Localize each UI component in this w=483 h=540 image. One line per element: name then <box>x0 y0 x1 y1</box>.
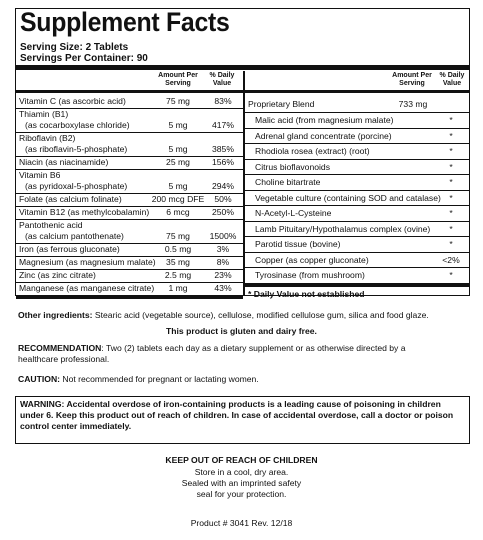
vitamin-list <box>16 96 243 299</box>
nutrient-daily-value: 50% <box>214 194 232 204</box>
nutrient-amount: 5 mg <box>168 144 188 154</box>
recommendation <box>18 343 406 365</box>
blend-ingredient-name: N-Acetyl-L-Cysteine <box>255 208 332 218</box>
nutrient-name <box>19 207 149 218</box>
nutrient-daily-value: 23% <box>214 270 232 280</box>
nutrient-name <box>19 283 154 294</box>
rec-text-2: healthcare professional. <box>18 354 110 364</box>
nutrient-row <box>16 283 243 296</box>
nutrient-daily-value: 417% <box>212 120 234 130</box>
blend-ingredient-name: Adrenal gland concentrate (porcine) <box>255 130 392 141</box>
other-text: Stearic acid (vegetable source), cellulose, modified cellulose gum, silica and food glaze. <box>92 310 429 320</box>
other-label: Other ingredients: <box>18 310 93 320</box>
caution-label: CAUTION: <box>18 374 61 384</box>
nutrient-amount: 6 mcg <box>166 207 190 217</box>
warning-line-3: control center immediately. <box>20 421 132 431</box>
blend-ingredient-row <box>245 206 469 222</box>
nutrient-row <box>16 170 243 194</box>
warning-box <box>15 396 470 444</box>
nutrient-name-text: Manganese (as manganese citrate) <box>19 283 155 293</box>
blend-ingredient-row <box>245 129 469 145</box>
nutrient-name-text: Folate (as calcium folinate) <box>19 194 122 204</box>
blend-ingredient-name: Vegetable culture (containing SOD and catalase) <box>255 192 441 203</box>
blend-ingredient-name: Malic acid (from magnesium malate) <box>255 115 394 125</box>
nutrient-amount: 75 mg <box>166 231 190 241</box>
thick-divider <box>16 65 469 70</box>
store-line-2: Sealed with an imprinted safety <box>181 478 302 488</box>
nutrient-amount: 25 mg <box>166 157 190 167</box>
nutrient-row <box>16 157 243 170</box>
nutrient-name-text: Thiamin (B1) <box>19 109 69 119</box>
nutrient-daily-value: 3% <box>216 244 230 254</box>
nutrient-daily-value: 294% <box>212 181 234 191</box>
blend-row <box>245 96 469 113</box>
blend-ingredient-daily-value: * <box>449 146 453 156</box>
nutrient-source: (as calcium pantothenate) <box>25 231 124 241</box>
nutrient-amount: 200 mcg DFE <box>151 194 205 204</box>
nutrient-name <box>19 220 124 242</box>
nutrient-name-text: Riboflavin (B2) <box>19 133 76 143</box>
nutrient-daily-value: 8% <box>216 257 230 267</box>
blend-ingredient-daily-value: * <box>449 177 453 187</box>
rec-label: RECOMMENDATION <box>18 343 102 353</box>
blend-ingredient-daily-value: * <box>449 130 453 141</box>
nutrient-name-text: Zinc (as zinc citrate) <box>19 270 96 280</box>
blend-ingredient-daily-value: <2% <box>442 254 460 265</box>
nutrient-row <box>16 257 243 270</box>
serving-size: Serving Size: 2 Tablets <box>20 42 129 53</box>
nutrient-row <box>16 96 243 109</box>
footnote: * Daily Value not established <box>248 288 365 299</box>
store-line-3: seal for your protection. <box>196 489 287 499</box>
supplement-facts-panel <box>15 7 470 299</box>
blend-ingredient-daily-value: * <box>449 192 453 203</box>
nutrient-daily-value: 1500% <box>209 231 237 241</box>
blend-ingredient-name: Choline bitartrate <box>255 177 321 187</box>
nutrient-row <box>16 194 243 207</box>
nutrient-name <box>19 257 156 268</box>
blend-ingredients <box>245 113 469 284</box>
left-bottom-rule <box>16 296 243 299</box>
blend-ingredient-daily-value: * <box>449 161 453 172</box>
nutrient-amount: 5 mg <box>168 181 188 191</box>
nutrient-daily-value: 43% <box>214 283 232 293</box>
blend-ingredient-name: Copper (as copper gluconate) <box>255 254 369 265</box>
nutrient-name <box>19 244 120 255</box>
blend-ingredient-name: Tyrosinase (from mushroom) <box>255 270 365 280</box>
nutrient-row <box>16 109 243 133</box>
blend-ingredient-row <box>245 144 469 160</box>
blend-ingredient-name: Lamb Pituitary/Hypothalamus complex (ovine) <box>255 223 431 234</box>
rec-text-1: : Two (2) tablets each day as a dietary supplement or as otherwise directed by a <box>101 343 406 353</box>
blend-ingredient-daily-value: * <box>449 208 453 218</box>
nutrient-amount: 75 mg <box>166 96 190 106</box>
nutrient-source: (as pyridoxal-5-phosphate) <box>25 181 128 191</box>
nutrient-name <box>19 270 96 281</box>
right-header-rule <box>245 90 469 93</box>
nutrient-amount: 5 mg <box>168 120 188 130</box>
nutrient-name-text: Magnesium (as magnesium malate) <box>19 257 156 267</box>
blend-ingredient-row <box>245 268 469 284</box>
nutrient-daily-value: 385% <box>212 144 234 154</box>
caution <box>18 374 259 385</box>
gluten-free-notice: This product is gluten and dairy free. <box>166 326 317 336</box>
nutrient-source: (as riboflavin-5-phosphate) <box>25 144 128 154</box>
blend-ingredient-daily-value: * <box>449 270 453 280</box>
nutrient-row <box>16 270 243 283</box>
nutrient-name-text: Iron (as ferrous gluconate) <box>19 244 120 254</box>
nutrient-amount: 0.5 mg <box>164 244 192 254</box>
nutrient-amount: 1 mg <box>168 283 188 293</box>
right-dv-header: % Daily Value <box>439 72 465 87</box>
right-amount-header: Amount Per Serving <box>392 72 432 87</box>
nutrient-name <box>19 96 126 107</box>
nutrient-row <box>16 220 243 244</box>
blend-amount: 733 mg <box>398 99 428 109</box>
store-line-1: Store in a cool, dry area. <box>194 467 289 477</box>
left-amount-header: Amount Per Serving <box>158 72 198 87</box>
blend-ingredient-name: Citrus bioflavonoids <box>255 161 330 172</box>
blend-ingredient-row <box>245 160 469 176</box>
nutrient-daily-value: 83% <box>214 96 232 106</box>
blend-ingredient-row <box>245 253 469 269</box>
nutrient-row <box>16 207 243 220</box>
nutrient-name-text: Vitamin C (as ascorbic acid) <box>19 96 126 106</box>
blend-ingredient-row <box>245 175 469 191</box>
other-ingredients <box>18 310 429 321</box>
blend-ingredient-row <box>245 113 469 129</box>
blend-ingredient-row <box>245 191 469 207</box>
left-dv-header: % Daily Value <box>209 72 235 87</box>
blend-ingredient-name: Parotid tissue (bovine) <box>255 239 341 249</box>
panel-title: Supplement Facts <box>20 7 230 37</box>
product-number: Product # 3041 Rev. 12/18 <box>190 518 293 528</box>
warning-line-1: WARNING: Accidental overdose of iron-containing products is a leading cause of poisoning in children <box>20 399 441 409</box>
nutrient-amount: 2.5 mg <box>164 270 192 280</box>
keep-out-heading: KEEP OUT OF REACH OF CHILDREN <box>165 455 318 465</box>
nutrient-daily-value: 250% <box>212 207 234 217</box>
blend-ingredient-name: Rhodiola rosea (extract) (root) <box>255 146 370 156</box>
nutrient-daily-value: 156% <box>212 157 234 167</box>
nutrient-source: (as cocarboxylase chloride) <box>25 120 130 130</box>
caution-text: Not recommended for pregnant or lactating women. <box>60 374 259 384</box>
nutrient-name <box>19 109 130 131</box>
nutrient-name-text: Vitamin B6 <box>19 170 61 180</box>
servings-per-container: Servings Per Container: 90 <box>20 53 148 64</box>
blend-ingredient-row <box>245 222 469 238</box>
warning-line-2: under 6. Keep this product out of reach of children. In case of accidental overdose, call a doctor or poison <box>20 410 454 420</box>
nutrient-name-text: Vitamin B12 (as methylcobalamin) <box>19 207 150 217</box>
nutrient-amount: 35 mg <box>166 257 190 267</box>
blend-name: Proprietary Blend <box>248 99 315 109</box>
nutrient-row <box>16 133 243 157</box>
nutrient-name <box>19 170 127 192</box>
nutrient-name <box>19 157 108 168</box>
nutrient-name-text: Niacin (as niacinamide) <box>19 157 109 167</box>
blend-list <box>245 96 469 302</box>
nutrient-name <box>19 194 122 205</box>
blend-ingredient-row <box>245 237 469 253</box>
nutrient-name-text: Pantothenic acid <box>19 220 83 230</box>
blend-ingredient-daily-value: * <box>449 115 453 125</box>
blend-ingredient-daily-value: * <box>449 223 453 234</box>
blend-ingredient-daily-value: * <box>449 239 453 249</box>
nutrient-row <box>16 244 243 257</box>
left-header-rule <box>16 90 243 93</box>
nutrient-name <box>19 133 127 155</box>
